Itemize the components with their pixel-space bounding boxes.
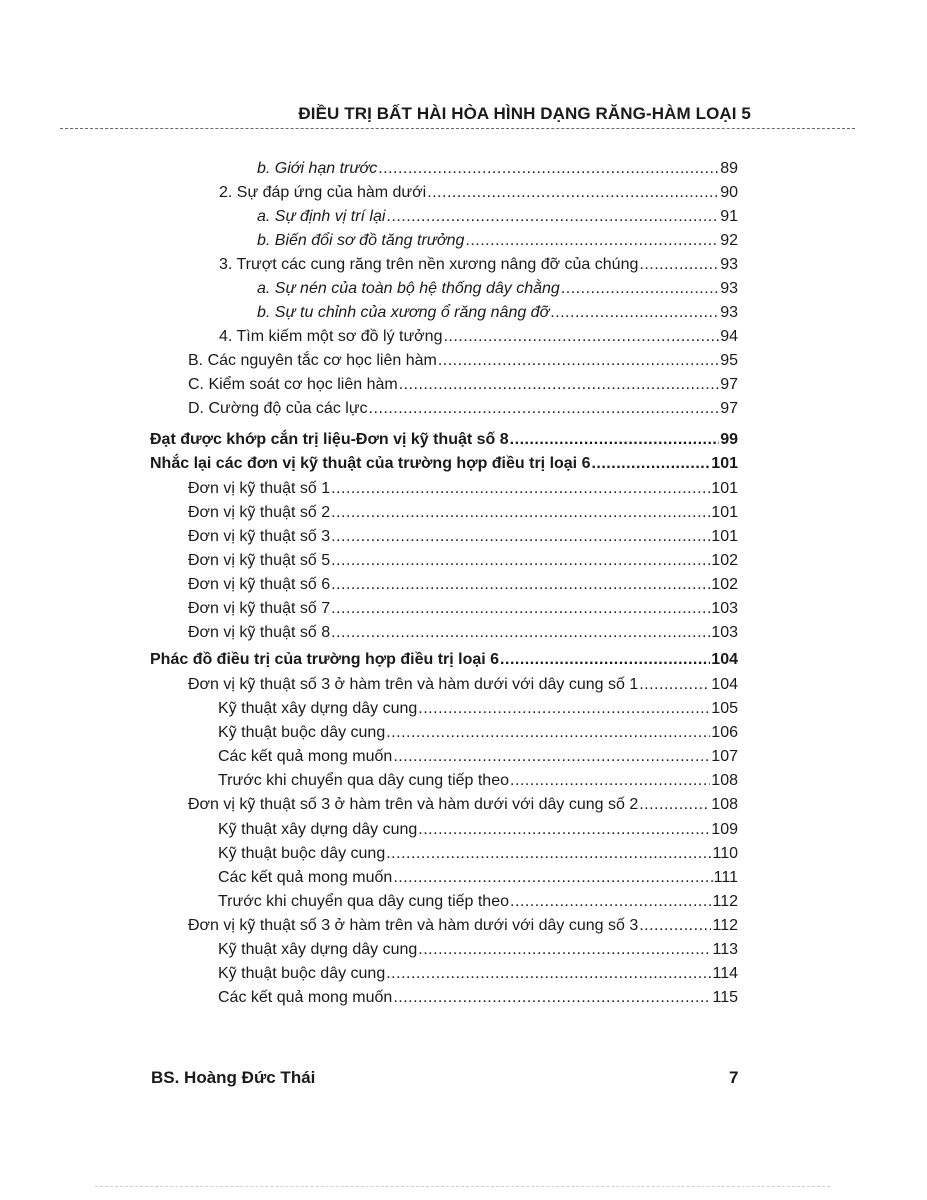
toc-entry-title: 3. Trượt các cung răng trên nền xương nâng đỡ của chúng [219,256,639,273]
toc-entry-page: 108 [711,796,738,813]
toc-leader-dots [331,525,710,549]
toc-entry-title: Đơn vị kỹ thuật số 3 ở hàm trên và hàm dưới với dây cung số 3 [188,917,639,934]
toc-leader-dots [438,349,719,373]
toc-entry [218,697,738,721]
toc-entry [188,373,738,397]
toc-entry-title: b. Biến đổi sơ đồ tăng trưởng [257,232,465,249]
toc-leader-dots [331,573,710,597]
toc-entry-page: 115 [712,989,738,1006]
toc-entry-page: 102 [711,576,738,593]
toc-entry [257,301,738,325]
toc-entry-title: Đơn vị kỹ thuật số 5 [188,552,331,569]
toc-entry [257,205,738,229]
toc-entry-title: Phác đồ điều trị của trường hợp điều trị loại 6 [150,651,500,668]
toc-entry-page: 91 [720,208,738,225]
toc-entry-title: Kỹ thuật buộc dây cung [218,724,386,741]
toc-entry-title: Các kết quả mong muốn [218,748,393,765]
toc-leader-dots [331,501,710,525]
toc-leader-dots [500,648,710,672]
toc-entry [188,621,738,645]
toc-entry-title: Đơn vị kỹ thuật số 1 [188,480,331,497]
toc-entry-page: 95 [720,352,738,369]
toc-entry-page: 97 [720,376,738,393]
toc-entry [188,914,738,938]
toc-entry [219,325,738,349]
toc-entry-title: Trước khi chuyển qua dây cung tiếp theo [218,772,509,789]
toc-entry [218,890,738,914]
toc-leader-dots [331,597,710,621]
toc-entry-title: Các kết quả mong muốn [218,869,393,886]
toc-entry-title: Kỹ thuật xây dựng dây cung [218,821,418,838]
page-number: 7 [729,1068,739,1087]
toc-leader-dots [386,205,719,229]
toc-entry-title: Đơn vị kỹ thuật số 3 ở hàm trên và hàm dưới với dây cung số 1 [188,676,639,693]
toc-entry-page: 99 [720,431,738,448]
toc-entry [218,745,738,769]
toc-leader-dots [393,745,710,769]
toc-entry-page: 101 [711,480,738,497]
toc-entry [188,549,738,573]
toc-entry-chapter [150,452,738,476]
running-header-title: ĐIỀU TRỊ BẤT HÀI HÒA HÌNH DẠNG RĂNG-HÀM LOẠI 5 [298,104,751,123]
toc-leader-dots [393,866,712,890]
toc-leader-dots [418,938,711,962]
toc-entry [257,229,738,253]
toc-leader-dots [418,818,710,842]
toc-leader-dots [427,181,719,205]
toc-entry-page: 93 [720,304,738,321]
toc-leader-dots [331,477,710,501]
toc-entry [188,525,738,549]
toc-leader-dots [331,549,710,573]
header-divider [60,128,855,129]
toc-entry-page: 93 [720,280,738,297]
toc-leader-dots [331,621,710,645]
toc-entry [188,597,738,621]
toc-leader-dots [550,301,719,325]
toc-entry-title: Đơn vị kỹ thuật số 3 ở hàm trên và hàm dưới với dây cung số 2 [188,796,639,813]
toc-entry-page: 112 [712,917,738,934]
toc-entry-page: 112 [712,893,738,910]
toc-entry-title: b. Sự tu chỉnh của xương ổ răng nâng đỡ [257,304,550,321]
toc-leader-dots [399,373,720,397]
toc-entry-page: 103 [711,624,738,641]
toc-entry-title: Nhắc lại các đơn vị kỹ thuật của trường hợp điều trị loại 6 [150,455,591,472]
toc-entry-page: 97 [720,400,738,417]
toc-entry-page: 109 [711,821,738,838]
toc-entry [218,842,738,866]
toc-entry-title: Kỹ thuật xây dựng dây cung [218,941,418,958]
toc-entry-page: 111 [713,869,738,886]
toc-leader-dots [510,428,720,452]
toc-entry [218,818,738,842]
toc-entry [218,769,738,793]
toc-leader-dots [639,793,710,817]
toc-entry-title: Đơn vị kỹ thuật số 3 [188,528,331,545]
toc-entry [218,938,738,962]
toc-entry [188,501,738,525]
toc-entry-page: 107 [711,748,738,765]
toc-entry-title: a. Sự định vị trí lại [257,208,386,225]
toc-entry [218,986,738,1010]
toc-leader-dots [561,277,719,301]
toc-entry-title: Đơn vị kỹ thuật số 7 [188,600,331,617]
toc-entry-page: 93 [720,256,738,273]
toc-entry [219,181,738,205]
toc-entry-title: Đơn vị kỹ thuật số 2 [188,504,331,521]
toc-entry-page: 104 [711,676,738,693]
toc-entry [219,253,738,277]
toc-entry [257,277,738,301]
toc-entry [188,349,738,373]
toc-leader-dots [386,842,711,866]
toc-entry-page: 114 [712,965,738,982]
toc-entry-chapter [150,428,738,452]
toc-entry-title: Đơn vị kỹ thuật số 8 [188,624,331,641]
toc-entry-title: Kỹ thuật buộc dây cung [218,965,386,982]
toc-entry-title: B. Các nguyên tắc cơ học liên hàm [188,352,437,369]
toc-entry-page: 101 [711,504,738,521]
toc-entry [188,397,738,421]
toc-leader-dots [639,673,710,697]
toc-entry-page: 106 [711,724,738,741]
toc-entry-page: 104 [711,651,738,668]
toc-entry-title: Đạt được khớp cắn trị liệu-Đơn vị kỹ thuật số 8 [150,431,509,448]
toc-leader-dots [369,397,720,421]
toc-entry [188,477,738,501]
toc-entry [218,962,738,986]
toc-entry-title: Kỹ thuật buộc dây cung [218,845,386,862]
toc-leader-dots [443,325,719,349]
toc-entry-page: 94 [720,328,738,345]
toc-leader-dots [465,229,719,253]
toc-leader-dots [591,452,710,476]
toc-entry-title: a. Sự nén của toàn bộ hệ thống dây chằng [257,280,560,297]
toc-entry-page: 92 [720,232,738,249]
toc-entry [257,157,738,181]
toc-entry [188,793,738,817]
toc-leader-dots [393,986,711,1010]
toc-leader-dots [378,157,719,181]
toc-leader-dots [639,253,719,277]
toc-entry-page: 89 [720,160,738,177]
toc-entry-title: Kỹ thuật xây dựng dây cung [218,700,418,717]
toc-entry-title: 4. Tìm kiếm một sơ đồ lý tưởng [219,328,443,345]
toc-entry-page: 101 [711,528,738,545]
toc-entry [218,721,738,745]
toc-entry-page: 101 [711,455,738,472]
toc-leader-dots [418,697,710,721]
toc-entry-title: D. Cường độ của các lực [188,400,368,417]
toc-entry-title: Các kết quả mong muốn [218,989,393,1006]
toc-entry-page: 105 [711,700,738,717]
toc-entry-page: 108 [711,772,738,789]
toc-entry-title: b. Giới hạn trước [257,160,378,177]
toc-leader-dots [510,890,711,914]
toc-entry-title: Đơn vị kỹ thuật số 6 [188,576,331,593]
toc-entry-page: 102 [711,552,738,569]
toc-entry-page: 90 [720,184,738,201]
toc-entry-page: 103 [711,600,738,617]
footer-author: BS. Hoàng Đức Thái [151,1068,316,1087]
toc-entry [188,673,738,697]
toc-entry-chapter [150,648,738,672]
toc-leader-dots [639,914,711,938]
toc-entry-title: Trước khi chuyển qua dây cung tiếp theo [218,893,509,910]
toc-entry-title: C. Kiểm soát cơ học liên hàm [188,376,398,393]
toc-leader-dots [386,962,711,986]
toc-entry [218,866,738,890]
toc-entry [188,573,738,597]
toc-entry-page: 113 [712,941,738,958]
toc-entry-page: 110 [712,845,738,862]
bottom-divider [95,1186,830,1187]
toc-entry-title: 2. Sự đáp ứng của hàm dưới [219,184,427,201]
toc-leader-dots [386,721,710,745]
toc-leader-dots [510,769,710,793]
